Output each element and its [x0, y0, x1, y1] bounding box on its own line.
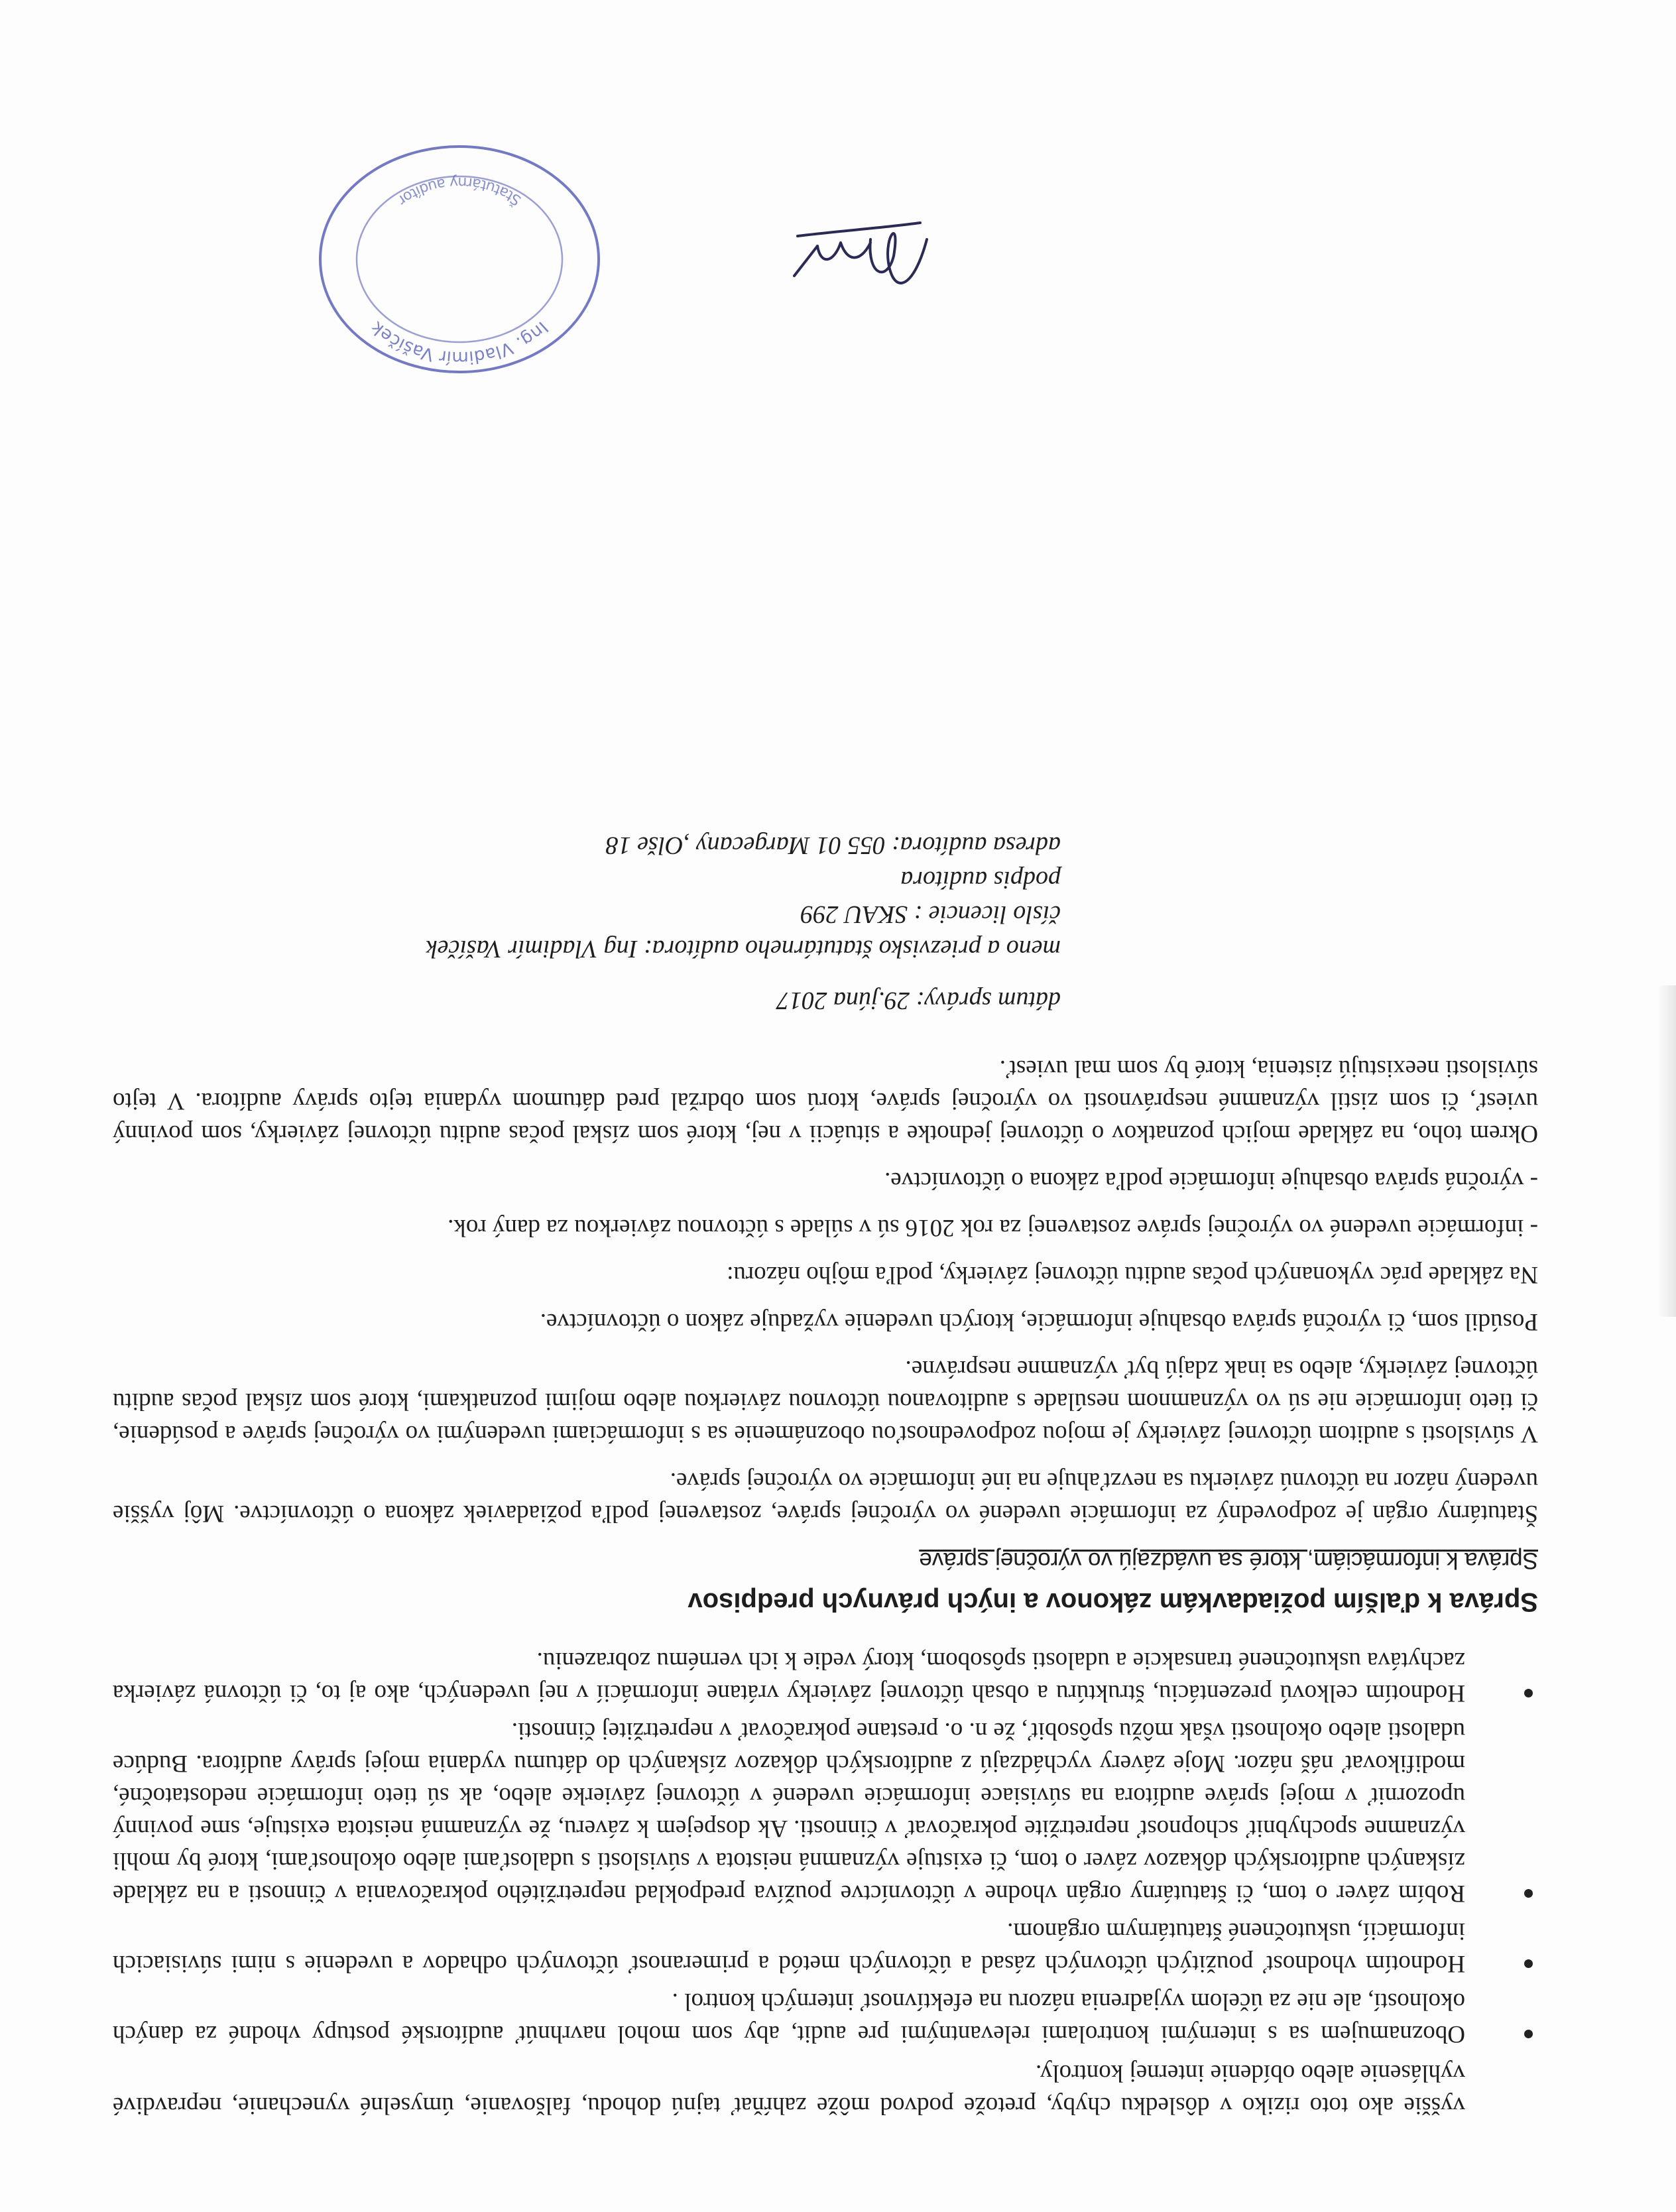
audit-procedures-list: [113, 1644, 1538, 2050]
bullet-icon: [1524, 1689, 1533, 1697]
bullet-icon: [1524, 1889, 1533, 1898]
paragraph-responsibility: Štatutárny orgán je zodpovedný za informácie uvedené vo výročnej správe, zostavenej podľa požiadaviek zákona o účtovníctve. Môj vyššie uvedený názor na účtovnú závierku sa nevzťahuje na iné informácie vo výročnej správe.: [113, 1467, 1538, 1527]
signature-label: podpis audítora: [900, 866, 1061, 894]
list-item: [113, 1715, 1538, 1910]
list-item-text: Oboznamujem sa s internými kontrolami relevantnými pre audit, aby som mohol navrhnúť audítorské postupy vhodné za daných okolností, ale nie za účelom vyjadrenia názoru na efektívnosť interných kontrol .: [113, 1988, 1465, 2048]
auditor-name: meno a priezvisko štatutárneho audítora: Ing Vladimír Vašíček: [426, 935, 1061, 963]
opinion-item: - výročná správa obsahuje informácie podľa zákona o účtovníctve.: [884, 1167, 1538, 1194]
list-item: [113, 1644, 1538, 1709]
stamp-inner-ring: [357, 173, 562, 342]
intro-continuation: vyššie ako toto riziko v dôsledku chyby, pretože podvod môže zahŕňať tajnú dohodu, falšovanie, úmyselné vynechanie, nepravdivé vyhlásenie alebo obídenie internej kontroly.: [113, 2059, 1465, 2119]
paragraph-assessment: Posúdil som, či výročná správa obsahuje informácie, ktorých uvedenie vyžaduje zákon o účtovníctve.: [540, 1308, 1538, 1335]
section-heading: Správa k ďalším požiadavkám zákonov a iných právnych predpisov: [688, 1587, 1538, 1617]
paragraph-opinion-intro: Na základe prác vykonaných počas auditu účtovnej závierky, podľa môjho názoru:: [727, 1261, 1538, 1288]
list-item-text: Hodnotím celkovú prezentáciu, štruktúru a obsah účtovnej závierky vrátane informácií v nej uvedených, ako aj to, či účtovná závierka zachytáva uskutočnené transakcie a udalosti spôsobom, ktorý vedie k ich vernému zobrazeniu.: [113, 1647, 1465, 1707]
list-item: [113, 1915, 1538, 1980]
opinion-item: - informácie uvedené vo výročnej správe zostavenej za rok 2016 sú v súlade s účtovnou závierkou za daný rok.: [448, 1214, 1538, 1241]
auditor-address: adresa audítora: 055 01 Margecany ,Olše 18: [605, 831, 1061, 859]
stamp-inner-text: Štatutárny audítor: [394, 173, 524, 209]
paragraph-closing: Okrem toho, na základe mojich poznatkov o účtovnej jednotke a situácii v nej, ktoré som získal počas auditu účtovnej závierky, som povinný uviesť, či som zistil významné nesprávnosti vo výročnej správe, ktorú som obdržal pred dátumom vydania tejto správy audítora. V tejto súvislosti neexistujú zistenia, ktoré by som mal uviesť.: [113, 1055, 1538, 1147]
bullet-icon: [1524, 2030, 1533, 2038]
paragraph-audit-duty: V súvislosti s auditom účtovnej závierky je mojou zodpovednosťou oboznámenie sa s informáciami uvedenými vo výročnej správe a posúdenie, či tieto informácie nie sú vo významnom nesúlade s auditovanou účtovnou závierkou alebo mojimi poznatkami, ktoré som získal počas auditu účtovnej závierky, alebo sa inak zdajú byť významne nesprávne.: [113, 1355, 1538, 1447]
report-date: dátum správy: 29.júna 2017: [776, 987, 1061, 1014]
official-stamp: [304, 137, 615, 382]
stamp-outer-text: Ing. Vladimír Vašíček: [367, 317, 552, 368]
list-item-text: Robím záver o tom, či štatutárny orgán vhodne v účtovníctve používa predpoklad nepretržitého pokračovania v činnosti a na základe získaných audítorských dôkazov záver o tom, či existuje významná neistota v súvislosti s udalosťami alebo okolnosťami, ktoré by mohli významne spochybniť schopnosť nepretržite pokračovať v činnosti. Ak dospejem k záveru, že významná neistota existuje, sme povinný upozorniť v mojej správe audítora na súvisiace informácie uvedené v účtovnej závierke alebo, ak sú tieto informácie nedostatočné, modifikovať náš názor. Moje závery vychádzajú z audítorských dôkazov získaných do dátumu vydania mojej správy audítora. Budúce udalosti alebo okolnosti však môžu spôsobiť, že n. o. prestane pokračovať v nepretržitej činnosti.: [113, 1717, 1465, 1907]
license-number: číslo licencie : SKAU 299: [800, 900, 1061, 928]
document-body: [113, 828, 1538, 2122]
subsection-heading: Správa k informáciám, ktoré sa uvádzajú vo výročnej správe: [919, 1548, 1538, 1573]
scan-edge-shadow: [1657, 985, 1676, 1317]
list-item-text: Hodnotím vhodnosť použitých účtovných zásad a účtovných metód a primeranosť účtovných odhadov a uvedenie s nimi súvisiacich informácií, uskutočnené štatutárnym orgánom.: [113, 1918, 1465, 1977]
bullet-icon: [1524, 1959, 1533, 1968]
list-item: [113, 1985, 1538, 2050]
handwritten-signature: [781, 203, 940, 302]
